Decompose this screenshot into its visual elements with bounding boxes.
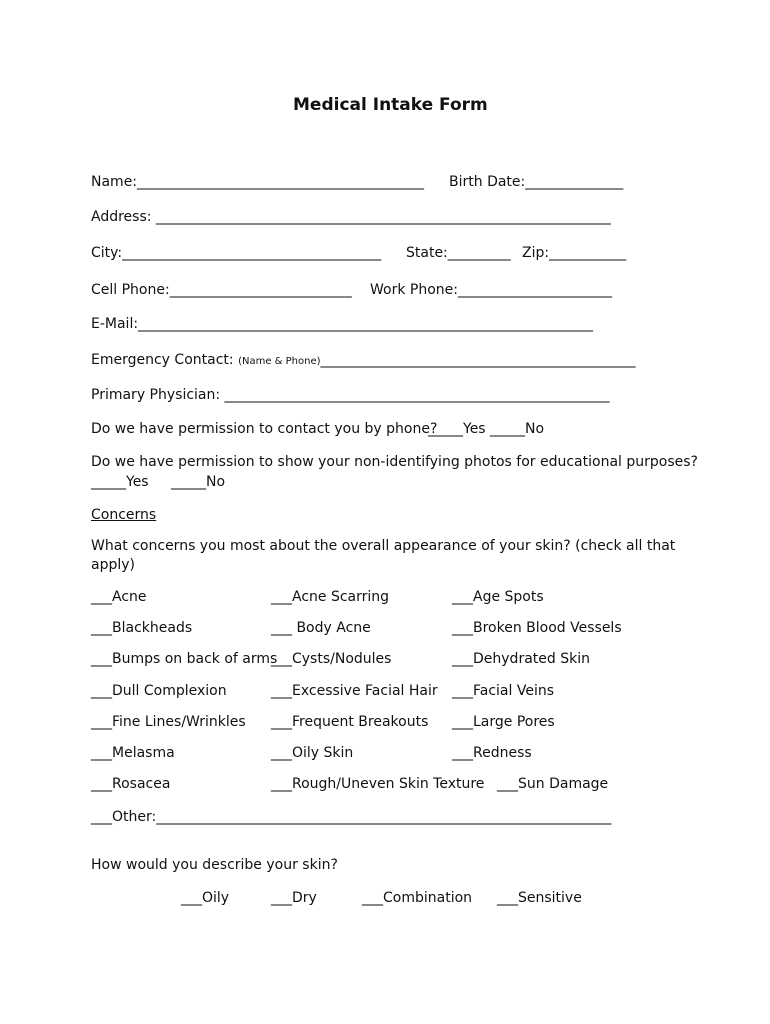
work-phone-field[interactable]: Work Phone:______________________	[370, 282, 612, 298]
other-concern-field[interactable]: ___Other:_________________________________________________________________	[91, 809, 612, 825]
concern-option[interactable]: ___Age Spots	[452, 589, 544, 605]
concern-option[interactable]: ___Fine Lines/Wrinkles	[91, 714, 246, 730]
concern-option[interactable]: ___Broken Blood Vessels	[452, 620, 622, 636]
concern-option[interactable]: ___Excessive Facial Hair	[271, 683, 438, 699]
phone-permission-question: Do we have permission to contact you by phone?	[91, 421, 438, 437]
photo-permission-yes[interactable]: _____Yes	[91, 474, 149, 490]
name-field[interactable]: Name:_________________________________________	[91, 174, 425, 190]
address-field[interactable]: Address: _________________________________________________________________	[91, 209, 611, 225]
concern-option[interactable]: ___Blackheads	[91, 620, 193, 636]
concern-option[interactable]: ___Cysts/Nodules	[271, 651, 392, 667]
concern-option[interactable]: ___Oily Skin	[271, 745, 354, 761]
concerns-question: What concerns you most about the overall appearance of your skin? (check all that	[91, 538, 676, 554]
concern-option[interactable]: ___Bumps on back of arms	[91, 651, 278, 667]
form-title: Medical Intake Form	[293, 95, 488, 115]
skin-option-combination[interactable]: ___Combination	[362, 890, 473, 906]
concerns-question-continued: apply)	[91, 557, 135, 573]
cell-phone-field[interactable]: Cell Phone:__________________________	[91, 282, 352, 298]
phone-permission-options[interactable]: _____Yes _____No	[428, 421, 545, 437]
email-field[interactable]: E-Mail:_________________________________________________________________	[91, 316, 594, 332]
zip-field[interactable]: Zip:___________	[522, 245, 627, 261]
skin-type-question: How would you describe your skin?	[91, 857, 338, 873]
concern-option[interactable]: ___Facial Veins	[452, 683, 555, 699]
emergency-contact-field[interactable]	[91, 351, 636, 371]
emergency-contact-note: (Name & Phone)	[238, 356, 321, 367]
concern-option[interactable]: ___Frequent Breakouts	[271, 714, 429, 730]
concern-option[interactable]: ___ Body Acne	[271, 620, 371, 636]
state-field[interactable]: State:_________	[406, 245, 511, 261]
concern-option[interactable]: ___Redness	[452, 745, 532, 761]
city-field[interactable]: City:_____________________________________	[91, 245, 382, 261]
concerns-heading: Concerns	[91, 507, 157, 523]
emergency-contact-label: Emergency Contact:	[91, 352, 239, 368]
photo-permission-no[interactable]: _____No	[171, 474, 226, 490]
emergency-contact-blank[interactable]: _____________________________________________	[320, 352, 636, 368]
skin-option-sensitive[interactable]: ___Sensitive	[497, 890, 582, 906]
concern-option[interactable]: ___Sun Damage	[497, 776, 609, 792]
concern-option[interactable]: ___Rosacea	[91, 776, 171, 792]
skin-option-dry[interactable]: ___Dry	[271, 890, 317, 906]
concern-option[interactable]: ___Large Pores	[452, 714, 555, 730]
concern-option[interactable]: ___Dull Complexion	[91, 683, 227, 699]
birth-date-field[interactable]: Birth Date:______________	[449, 174, 624, 190]
concern-option[interactable]: ___Dehydrated Skin	[452, 651, 590, 667]
primary-physician-field[interactable]: Primary Physician: _______________________________________________________	[91, 387, 610, 403]
concern-option[interactable]: ___Acne Scarring	[271, 589, 390, 605]
concern-option[interactable]: ___Rough/Uneven Skin Texture	[271, 776, 485, 792]
photo-permission-question: Do we have permission to show your non-identifying photos for educational purposes?	[91, 454, 698, 470]
skin-option-oily[interactable]: ___Oily	[181, 890, 230, 906]
concern-option[interactable]: ___Melasma	[91, 745, 175, 761]
concern-option[interactable]: ___Acne	[91, 589, 147, 605]
